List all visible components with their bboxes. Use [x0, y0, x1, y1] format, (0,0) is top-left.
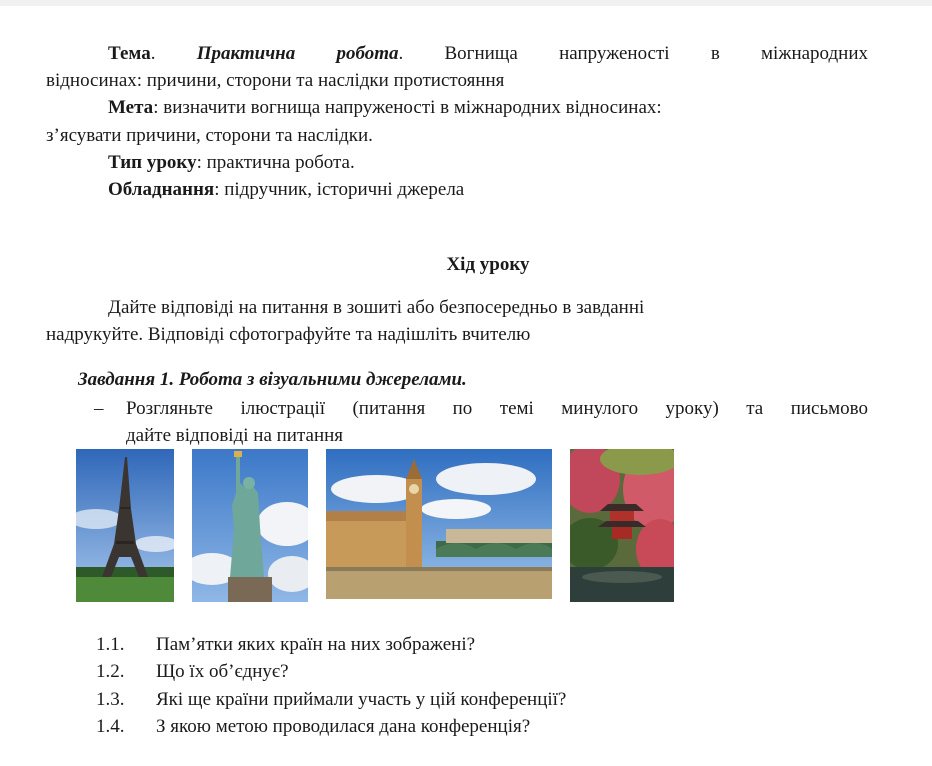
bullet-text-2: дайте відповіді на питання: [126, 425, 344, 446]
lesson-type-line: [108, 151, 355, 175]
equipment-line: [108, 178, 464, 202]
statue-of-liberty-photo: [192, 449, 308, 602]
instruction-line-1: Дайте відповіді на питання в зошиті або безпосередньо в завданні: [108, 297, 645, 318]
equipment-label: Обладнання: [108, 179, 215, 200]
bullet-dash: –: [94, 398, 104, 419]
instruction-line-2: надрукуйте. Відповіді сфотографуйте та надішліть вчителю: [46, 324, 531, 345]
question-text: Пам’ятки яких країн на них зображені?: [156, 634, 476, 655]
topic-kind: Практична робота: [196, 43, 399, 64]
question-text: З якою метою проводилася дана конференція?: [156, 716, 531, 737]
lesson-type-text: : практична робота.: [196, 152, 355, 173]
equipment-text: : підручник, історичні джерела: [214, 179, 465, 200]
question-number: 1.1.: [96, 634, 125, 655]
question-text: Які ще країни приймали участь у цій конференції?: [156, 689, 567, 710]
question-number: 1.3.: [96, 689, 125, 710]
question-number: 1.2.: [96, 661, 125, 682]
goal-label: Мета: [108, 97, 154, 118]
goal-text: : визначити вогнища напруженості в міжнародних відносинах:: [153, 97, 662, 118]
task-title: Завдання 1. Робота з візуальними джерелами.: [78, 369, 467, 390]
bullet-text-1: Розгляньте ілюстрації (питання по темі минулого уроку) та письмово: [126, 398, 868, 419]
question-text: Що їх об’єднує?: [156, 661, 289, 682]
question-number: 1.4.: [96, 716, 125, 737]
topic-line-2: відносинах: причини, сторони та наслідки протистояння: [46, 70, 505, 91]
goal-line: [108, 96, 662, 120]
topic-label: Тема: [108, 43, 151, 64]
eiffel-tower-photo: [76, 449, 174, 602]
japanese-pagoda-photo: [570, 449, 674, 602]
goal-line-2: з’ясувати причини, сторони та наслідки.: [46, 125, 373, 146]
topic-text: Вогнища напруженості в міжнародних: [444, 43, 869, 64]
lesson-type-label: Тип уроку: [108, 152, 197, 173]
topic-line: Тема. Практична робота. Вогнища напруженості в міжнародних: [108, 43, 869, 64]
lesson-heading: Хід уроку: [446, 254, 530, 275]
big-ben-photo: [326, 449, 552, 599]
